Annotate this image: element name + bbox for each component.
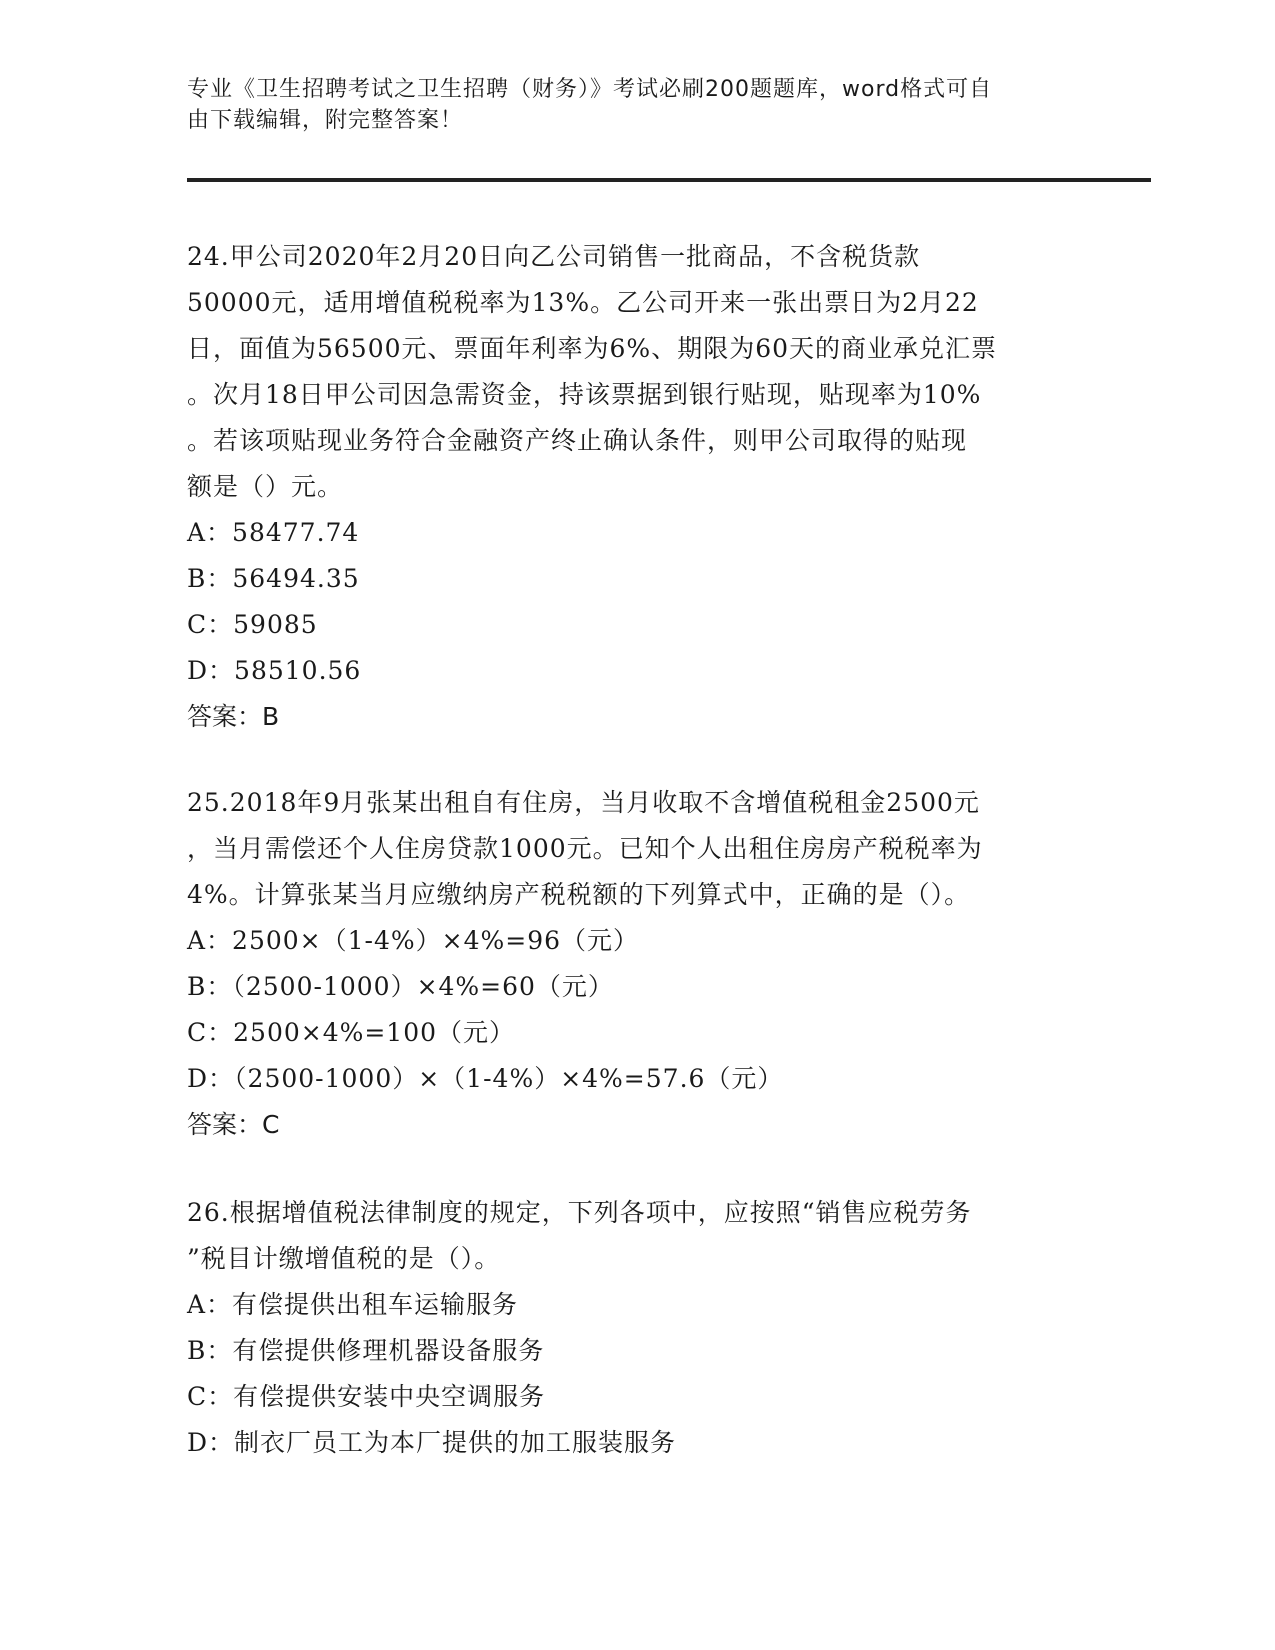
question-25	[187, 780, 1087, 1148]
header-line: 专业《卫生招聘考试之卫生招聘（财务）》考试必刷200题题库，word格式可自	[187, 77, 993, 102]
option-a: A：有偿提供出租车运输服务	[187, 1290, 519, 1319]
question-stem-line: 。若该项贴现业务符合金融资产终止确认条件，则甲公司取得的贴现	[187, 426, 968, 455]
option-c: C：2500×4%=100（元）	[187, 1018, 516, 1047]
question-stem-line: 50000元，适用增值税税率为13%。乙公司开来一张出票日为2月22	[187, 288, 979, 317]
option-b: B：（2500-1000）×4%=60（元）	[187, 972, 614, 1001]
option-d: D：制衣厂员工为本厂提供的加工服装服务	[187, 1428, 677, 1457]
option-c: C：59085	[187, 610, 318, 639]
question-stem-line: 额是（）元。	[187, 472, 344, 501]
question-stem-line: 25.2018年9月张某出租自有住房，当月收取不含增值税租金2500元	[187, 788, 980, 817]
question-stem-line: 26.根据增值税法律制度的规定，下列各项中，应按照“销售应税劳务	[187, 1198, 972, 1227]
question-stem-line: 。次月18日甲公司因急需资金，持该票据到银行贴现，贴现率为10%	[187, 380, 982, 409]
question-stem-line: 日，面值为56500元、票面年利率为6%、期限为60天的商业承兑汇票	[187, 334, 998, 363]
option-d: D：（2500-1000）×（1-4%）×4%=57.6（元）	[187, 1064, 784, 1093]
option-b: B：有偿提供修理机器设备服务	[187, 1336, 545, 1365]
option-a: A：58477.74	[187, 518, 360, 547]
question-stem-line: ，当月需偿还个人住房贷款1000元。已知个人出租住房房产税税率为	[187, 834, 983, 863]
option-c: C：有偿提供安装中央空调服务	[187, 1382, 546, 1411]
question-stem-line: 24.甲公司2020年2月20日向乙公司销售一批商品，不含税货款	[187, 242, 921, 271]
option-d: D：58510.56	[187, 656, 362, 685]
header-divider	[187, 178, 1151, 182]
option-b: B：56494.35	[187, 564, 360, 593]
answer-label: 答案：C	[187, 1110, 280, 1139]
option-a: A：2500×（1-4%）×4%=96（元）	[187, 926, 640, 955]
question-24	[187, 234, 1087, 740]
header-line: 由下载编辑，附完整答案！	[187, 108, 464, 133]
answer-label: 答案：B	[187, 702, 280, 731]
question-stem-line: ”税目计缴增值税的是（）。	[187, 1244, 501, 1273]
question-26	[187, 1190, 1087, 1466]
question-stem-line: 4%。计算张某当月应缴纳房产税税额的下列算式中，正确的是（）。	[187, 880, 971, 909]
document-header	[187, 74, 1087, 136]
